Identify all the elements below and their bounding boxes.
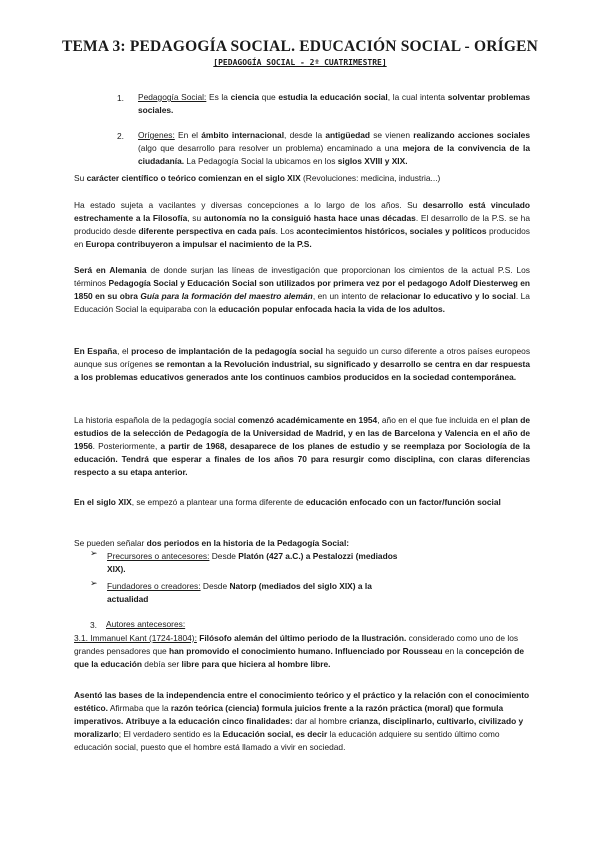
item-1-heading: Pedagogía Social: — [138, 92, 207, 102]
text: . La Educación Social la equiparaba con la — [74, 291, 530, 314]
bold-text: Filósofo alemán del último periodo de la Ilustración. — [196, 633, 407, 643]
text: La historia española de la pedagogía social — [74, 415, 238, 425]
bold-text: ciencia — [230, 92, 260, 102]
arrow-bullet-icon: ➢ — [90, 549, 98, 559]
text: . Los — [275, 226, 297, 236]
bold-text: Natorp (mediados del siglo XIX) a la actualidad — [107, 581, 372, 604]
bold-text: Educación social, es decir — [222, 729, 328, 739]
text: (Revoluciones: medicina, industria...) — [300, 173, 441, 183]
text: , el — [117, 346, 132, 356]
text: de donde surjan las líneas de investigación que proporcionan los cimientos de la actual P.S. Los términos — [74, 265, 530, 288]
text: Su — [74, 173, 87, 183]
bold-text: a partir de 1968, desaparece de los planes de estudio y se reemplaza por Sociología de la educación. Tendrá que esperar a finales de los años 70 para resurgir como disciplina, con claras diferencias respecto a su etapa anterior. — [74, 441, 530, 477]
bold-text: diferente perspectiva en cada país — [138, 226, 276, 236]
text: (algo que desarrollo para resolver un problema) encaminado a una — [138, 143, 403, 153]
bold-text: carácter científico o teórico comienzan en el siglo XIX — [86, 173, 301, 183]
bold-text: ámbito internacional — [201, 130, 285, 140]
bold-text: estudia la educación social — [278, 92, 388, 102]
development-paragraph — [74, 199, 530, 251]
bold-text: Será en Alemania — [74, 265, 147, 275]
text: En el — [174, 130, 202, 140]
bold-text: se remontan a la Revolución industrial, su significado y desarrollo se centra en dar respuesta a los problemas educativos generados ante los continuos cambios producidos en la sociedad contemporánea. — [74, 359, 530, 382]
text: debía ser — [141, 659, 182, 669]
bold-text: educación enfocado con un factor/función social — [305, 497, 501, 507]
bold-text: relacionar lo educativo y lo social — [380, 291, 516, 301]
text: Se pueden señalar — [74, 538, 147, 548]
text: en la — [442, 646, 466, 656]
text: la educación adquiere su sentido último como educación social, puesto que el hombre está llamado a vivir en sociedad. — [74, 729, 500, 752]
bullet-founders — [107, 580, 407, 606]
text: Desde — [209, 551, 239, 561]
germany-paragraph — [74, 264, 530, 316]
item-2-paragraph — [138, 129, 530, 168]
history-paragraph — [74, 414, 530, 479]
bold-text: Platón (427 a.C.) a Pestalozzi (mediados XIX). — [107, 551, 398, 574]
text: , año en el que fue incluida en el — [377, 415, 501, 425]
bold-text: antigüedad — [325, 130, 371, 140]
bold-text: solventar problemas sociales. — [138, 92, 531, 115]
item-2-heading: Orígenes: — [138, 130, 175, 140]
text: ha seguido un curso diferente a otros países europeos aunque sus orígenes — [74, 346, 531, 369]
book-title: Guía para la formación del maestro alemán — [140, 291, 313, 301]
text: ; El verdadero sentido es la — [118, 729, 223, 739]
bold-text: razón teórica (ciencia) formula juicios frente a la razón práctica (moral) que formula imperativos. — [74, 703, 504, 726]
text: que — [259, 92, 279, 102]
item-1-paragraph — [138, 91, 530, 117]
xix-century-paragraph — [74, 496, 530, 509]
item-3-heading-line — [106, 618, 406, 631]
bullet-heading: Fundadores o creadores: — [107, 581, 201, 591]
kant-paragraph — [74, 632, 534, 671]
bold-text: Asentó las bases de la independencia entre el conocimiento teórico y el práctico y la relación con el conocimiento estético. — [74, 690, 530, 713]
text: Desde — [200, 581, 230, 591]
text: considerado como uno de los grandes pensadores que — [74, 633, 519, 656]
bold-text: siglos XVIII y XIX. — [337, 156, 408, 166]
bold-text: libre para que hiciera al hombre libre. — [181, 659, 331, 669]
bold-text: plan de estudios de la selección de Pedagogía de la Universidad de Madrid, y en las de Barcelona y Valencia en el año de 1956 — [74, 415, 530, 451]
bold-text: autonomía no la consiguió hasta hace unas décadas — [203, 213, 416, 223]
bold-text: dos periodos en la historia de la Pedagogía Social: — [146, 538, 350, 548]
page-subtitle: [PEDAGOGÍA SOCIAL - 2º CUATRIMESTRE] — [213, 58, 387, 67]
bold-text: acontecimientos históricos, sociales y políticos — [296, 226, 487, 236]
page-title: TEMA 3: PEDAGOGÍA SOCIAL. EDUCACIÓN SOCIAL - ORÍGEN — [61, 38, 539, 55]
text: Es la — [206, 92, 231, 102]
bold-text: Pedagogía Social y Educación Social son utilizados por primera vez por el pedagogo Adolf Diesterweg en 1850 en su obra — [74, 278, 530, 301]
text: dar al hombre — [292, 716, 350, 726]
bold-text: desarrollo está vinculado estrechamente a la Filosofía — [74, 200, 530, 223]
periods-paragraph — [74, 537, 530, 550]
bold-text: En España — [74, 346, 118, 356]
text: . El desarrollo de la P.S. se ha producido desde — [74, 213, 530, 236]
kant-bases-paragraph — [74, 689, 534, 754]
bold-text: En el siglo XIX — [74, 497, 132, 507]
text: , la cual intenta — [387, 92, 448, 102]
item-3-number: 3. — [90, 620, 97, 630]
bold-text: mejora de la convivencia de la ciudadanía. — [138, 143, 530, 166]
text: , desde la — [284, 130, 326, 140]
text: . Posteriormente, — [92, 441, 161, 451]
text: producidos en — [74, 226, 530, 249]
bold-text: Atribuye a la educación cinco finalidades: — [125, 716, 293, 726]
bold-text: proceso de implantación de la pedagogía social — [131, 346, 323, 356]
spain-paragraph — [74, 345, 530, 384]
item-1-number: 1. — [117, 93, 124, 103]
item-2-number: 2. — [117, 131, 124, 141]
text: La Pedagogía Social la ubicamos en los — [184, 156, 338, 166]
bold-text: han promovido el conocimiento humano. Influenciado por Rousseau — [169, 646, 443, 656]
bold-text: educación popular enfocada hacia la vida de los adultos. — [218, 304, 445, 314]
bullet-heading: Precursores o antecesores: — [107, 551, 210, 561]
text: Ha estado sujeta a vacilantes y diversas concepciones a lo largo de los años. Su — [74, 200, 423, 210]
bold-text: concepción de que la educación — [74, 646, 525, 669]
text: , se empezó a plantear una forma diferente de — [131, 497, 306, 507]
arrow-bullet-icon: ➢ — [90, 579, 98, 589]
text: se vienen — [370, 130, 414, 140]
kant-heading: 3.1. Immanuel Kant (1724-1804): — [74, 633, 197, 643]
bold-text: comenzó académicamente en 1954 — [237, 415, 378, 425]
text: , en un intento de — [312, 291, 381, 301]
text: , su — [187, 213, 204, 223]
bold-text: crianza, disciplinarlo, cultivarlo, civilizado y moralizarlo — [74, 716, 524, 739]
bold-text: realizando acciones sociales — [413, 130, 530, 140]
bold-text: Europa contribuyeron a impulsar el nacimiento de la P.S. — [85, 239, 312, 249]
siglo-paragraph — [74, 172, 534, 185]
item-3-heading: Autores antecesores: — [106, 619, 186, 629]
bullet-precursors — [107, 550, 407, 576]
text: Afirmaba que la — [107, 703, 171, 713]
